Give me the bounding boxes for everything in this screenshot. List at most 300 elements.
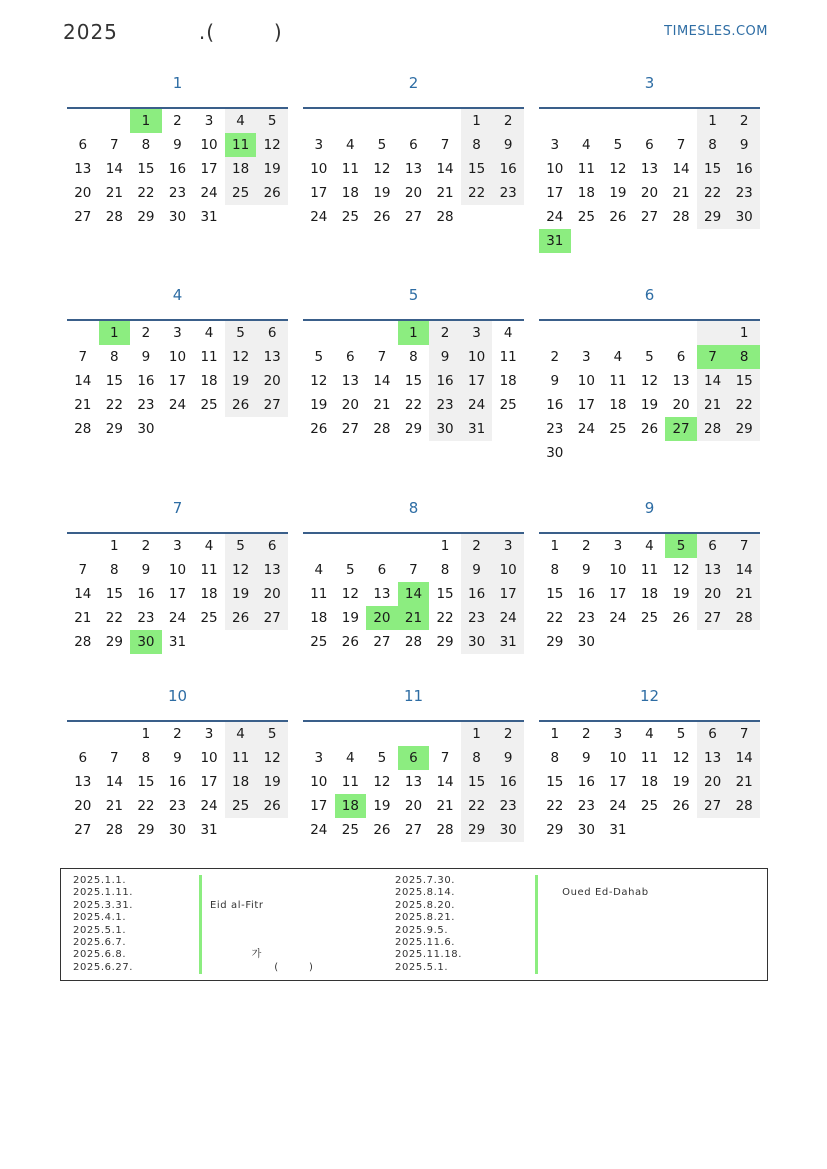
day-cell: 10: [577, 373, 595, 389]
day-cell: 21: [697, 393, 729, 417]
day-cell: 21: [436, 798, 454, 814]
day-cell: 31: [539, 229, 571, 253]
day-cell: 13: [341, 373, 359, 389]
empty-cell: [665, 229, 697, 253]
day-cell: 28: [436, 209, 454, 225]
legend-line: 가: [210, 949, 262, 961]
day-cell: 18: [200, 586, 218, 602]
empty-cell: [634, 441, 666, 465]
day-cell: 1: [398, 321, 430, 345]
day-cell: 9: [492, 746, 524, 770]
day-cell: 17: [609, 586, 627, 602]
day-cell: 10: [546, 161, 564, 177]
legend-names-2: [547, 875, 649, 974]
empty-cell: [697, 630, 729, 654]
day-cell: 13: [697, 558, 729, 582]
day-cell: 30: [577, 822, 595, 838]
day-cell: 26: [256, 794, 288, 818]
day-cell: 7: [110, 137, 119, 153]
day-cell: 25: [341, 822, 359, 838]
day-cell: 2: [173, 113, 182, 129]
day-cell: 25: [499, 397, 517, 413]
day-cell: 19: [672, 586, 690, 602]
empty-cell: [634, 321, 666, 345]
empty-cell: [256, 630, 288, 654]
empty-cell: [571, 441, 603, 465]
day-cell: 12: [256, 746, 288, 770]
empty-cell: [99, 109, 131, 133]
day-cell: 18: [310, 610, 328, 626]
day-cell: 11: [640, 562, 659, 578]
day-cell: 5: [613, 137, 623, 153]
day-cell: 30: [461, 630, 493, 654]
month-grid: [67, 107, 288, 229]
day-cell: 23: [461, 606, 493, 630]
day-cell: 4: [645, 726, 654, 742]
day-cell: 25: [577, 209, 595, 225]
day-cell: 24: [200, 185, 218, 201]
day-cell: 26: [373, 209, 391, 225]
day-cell: 18: [640, 586, 659, 602]
month-12: [539, 686, 760, 842]
day-cell: 26: [256, 181, 288, 205]
day-cell: 19: [256, 157, 288, 181]
day-cell: 12: [341, 586, 359, 602]
day-cell: 26: [225, 393, 257, 417]
day-cell: 15: [105, 373, 123, 389]
empty-cell: [366, 534, 398, 558]
day-cell: 19: [341, 610, 359, 626]
day-cell: 8: [461, 133, 493, 157]
month-1: [67, 73, 288, 229]
day-cell: 8: [409, 349, 418, 365]
empty-cell: [303, 321, 335, 345]
day-cell: 22: [436, 610, 454, 626]
day-cell: 20: [74, 798, 92, 814]
day-cell: 22: [697, 181, 729, 205]
day-cell: 22: [461, 181, 493, 205]
day-cell: 21: [728, 770, 760, 794]
day-cell: 2: [492, 109, 524, 133]
day-cell: 3: [550, 137, 560, 153]
day-cell: 11: [609, 373, 627, 389]
empty-cell: [256, 417, 288, 441]
day-cell: 3: [582, 349, 591, 365]
day-cell: 6: [697, 722, 729, 746]
legend-line: [210, 925, 313, 937]
day-cell: 17: [310, 798, 328, 814]
day-cell: 21: [398, 606, 430, 630]
day-cell: 27: [74, 822, 92, 838]
day-cell: 14: [398, 582, 430, 606]
day-cell: 23: [137, 397, 155, 413]
month-grid: [303, 107, 524, 229]
legend-line: [547, 912, 649, 924]
day-cell: 3: [613, 726, 623, 742]
day-cell: 15: [546, 774, 564, 790]
day-cell: 14: [436, 161, 454, 177]
empty-cell: [256, 205, 288, 229]
day-cell: 21: [373, 397, 391, 413]
day-cell: 13: [74, 774, 92, 790]
empty-cell: [728, 229, 760, 253]
month-grid: [303, 720, 524, 842]
month-name: 11: [403, 687, 424, 705]
empty-cell: [461, 205, 493, 229]
day-cell: 28: [728, 794, 760, 818]
day-cell: 22: [546, 798, 564, 814]
month-name: 3: [644, 74, 655, 92]
day-cell: 27: [404, 209, 423, 225]
day-cell: 20: [256, 369, 288, 393]
day-cell: 11: [225, 133, 257, 157]
day-cell: 31: [200, 822, 218, 838]
day-cell: 2: [728, 109, 760, 133]
empty-cell: [225, 818, 257, 842]
day-cell: 24: [609, 610, 627, 626]
empty-cell: [665, 441, 697, 465]
day-cell: 5: [346, 562, 355, 578]
brand-link[interactable]: TIMESLES.COM: [664, 24, 768, 39]
day-cell: 26: [225, 606, 257, 630]
day-cell: 6: [78, 137, 88, 153]
day-cell: 19: [310, 397, 328, 413]
empty-cell: [602, 229, 634, 253]
day-cell: 19: [256, 770, 288, 794]
legend-dates-2: [395, 875, 462, 974]
empty-cell: [665, 109, 697, 133]
day-cell: 24: [168, 610, 187, 626]
legend-line: [547, 875, 649, 887]
empty-cell: [697, 441, 729, 465]
day-cell: 7: [728, 722, 760, 746]
day-cell: 26: [672, 798, 690, 814]
day-cell: 8: [550, 562, 560, 578]
day-cell: 5: [676, 726, 686, 742]
day-cell: 16: [429, 369, 461, 393]
day-cell: 27: [373, 634, 391, 650]
legend-line: [547, 962, 649, 974]
day-cell: 11: [200, 562, 218, 578]
day-cell: 29: [697, 205, 729, 229]
day-cell: 12: [256, 133, 288, 157]
day-cell: 21: [436, 185, 454, 201]
month-9: [539, 498, 760, 654]
day-cell: 23: [137, 610, 155, 626]
day-cell: 31: [168, 634, 187, 650]
day-cell: 4: [314, 562, 324, 578]
day-cell: 13: [74, 161, 92, 177]
month-name: 7: [172, 499, 183, 517]
day-cell: 26: [609, 209, 627, 225]
legend-line: [547, 925, 649, 937]
day-cell: 19: [225, 582, 257, 606]
day-cell: 31: [200, 209, 218, 225]
day-cell: 29: [137, 822, 155, 838]
day-cell: 11: [341, 161, 359, 177]
month-grid: [67, 720, 288, 842]
day-cell: 21: [105, 798, 123, 814]
day-cell: 19: [225, 369, 257, 393]
day-cell: 23: [546, 421, 564, 437]
day-cell: 11: [499, 349, 517, 365]
day-cell: 5: [665, 534, 697, 558]
month-name: 9: [644, 499, 655, 517]
day-cell: 6: [676, 349, 686, 365]
day-cell: 9: [728, 133, 760, 157]
day-cell: 25: [310, 634, 328, 650]
month-name: 1: [172, 74, 183, 92]
day-cell: 10: [200, 750, 218, 766]
day-cell: 26: [672, 610, 690, 626]
day-cell: 2: [550, 349, 560, 365]
day-cell: 3: [204, 726, 214, 742]
empty-cell: [398, 109, 430, 133]
day-cell: 17: [577, 397, 595, 413]
day-cell: 25: [341, 209, 359, 225]
day-cell: 14: [373, 373, 391, 389]
day-cell: 2: [461, 534, 493, 558]
day-cell: 10: [492, 558, 524, 582]
day-cell: 10: [609, 562, 627, 578]
day-cell: 9: [582, 750, 591, 766]
day-cell: 25: [609, 421, 627, 437]
day-cell: 3: [492, 534, 524, 558]
empty-cell: [335, 534, 367, 558]
day-cell: 25: [640, 610, 659, 626]
day-cell: 18: [225, 157, 257, 181]
empty-cell: [634, 229, 666, 253]
day-cell: 13: [404, 774, 423, 790]
day-cell: 18: [341, 185, 359, 201]
day-cell: 5: [314, 349, 324, 365]
legend-line: 2025.1.11.: [73, 887, 134, 899]
empty-cell: [366, 321, 398, 345]
day-cell: 18: [577, 185, 595, 201]
empty-cell: [602, 109, 634, 133]
day-cell: 25: [225, 181, 257, 205]
day-cell: 10: [310, 774, 328, 790]
legend-line: 2025.8.14.: [395, 887, 456, 899]
empty-cell: [539, 321, 571, 345]
day-cell: 30: [492, 818, 524, 842]
day-cell: 6: [697, 534, 729, 558]
day-cell: 6: [377, 562, 387, 578]
day-cell: 19: [609, 185, 627, 201]
day-cell: 15: [436, 586, 454, 602]
day-cell: 6: [398, 746, 430, 770]
day-cell: 9: [550, 373, 560, 389]
day-cell: 31: [609, 822, 627, 838]
day-cell: 23: [492, 181, 524, 205]
month-grid: [539, 107, 760, 253]
day-cell: 2: [492, 722, 524, 746]
day-cell: 29: [404, 421, 423, 437]
day-cell: 10: [168, 349, 187, 365]
day-cell: 17: [200, 774, 218, 790]
day-cell: 28: [697, 417, 729, 441]
day-cell: 26: [310, 421, 328, 437]
day-cell: 9: [461, 558, 493, 582]
day-cell: 29: [137, 209, 155, 225]
day-cell: 9: [141, 562, 151, 578]
day-cell: 10: [461, 345, 493, 369]
empty-cell: [162, 417, 194, 441]
empty-cell: [728, 441, 760, 465]
day-cell: 7: [440, 750, 450, 766]
day-cell: 27: [697, 606, 729, 630]
day-cell: 16: [137, 373, 155, 389]
day-cell: 27: [256, 606, 288, 630]
day-cell: 9: [141, 349, 151, 365]
day-cell: 22: [137, 798, 155, 814]
empty-cell: [335, 321, 367, 345]
day-cell: 11: [200, 349, 218, 365]
day-cell: 5: [256, 722, 288, 746]
day-cell: 13: [373, 586, 391, 602]
day-cell: 20: [404, 185, 423, 201]
empty-cell: [225, 417, 257, 441]
day-cell: 15: [697, 157, 729, 181]
legend-line: Eid al-Fitr: [210, 899, 264, 911]
day-cell: 23: [168, 798, 187, 814]
empty-cell: [67, 321, 99, 345]
day-cell: 15: [137, 161, 155, 177]
day-cell: 27: [665, 417, 697, 441]
empty-cell: [67, 722, 99, 746]
month-7: [67, 498, 288, 654]
day-cell: 28: [105, 822, 123, 838]
legend-line: 2025.9.5.: [395, 924, 449, 936]
day-cell: 16: [137, 586, 155, 602]
day-cell: 16: [577, 586, 595, 602]
day-cell: 10: [609, 750, 627, 766]
day-cell: 24: [461, 393, 493, 417]
day-cell: 16: [168, 161, 187, 177]
day-cell: 22: [728, 393, 760, 417]
legend-divider-2: [535, 875, 538, 974]
day-cell: 13: [256, 345, 288, 369]
day-cell: 20: [74, 185, 92, 201]
legend-line: 2025.6.7.: [73, 937, 127, 949]
day-cell: 17: [461, 369, 493, 393]
month-name: 5: [408, 286, 419, 304]
day-cell: 1: [99, 321, 131, 345]
day-cell: 3: [314, 137, 324, 153]
day-cell: 15: [546, 586, 564, 602]
day-cell: 23: [577, 610, 595, 626]
day-cell: 4: [204, 325, 214, 341]
day-cell: 29: [546, 634, 564, 650]
day-cell: 5: [377, 137, 387, 153]
legend-line: 2025.6.8.: [73, 949, 127, 961]
day-cell: 8: [728, 345, 760, 369]
day-cell: 7: [409, 562, 418, 578]
day-cell: 5: [645, 349, 654, 365]
empty-cell: [366, 722, 398, 746]
empty-cell: [193, 417, 225, 441]
day-cell: 14: [105, 774, 123, 790]
day-cell: 24: [168, 397, 187, 413]
month-name: 2: [408, 74, 419, 92]
day-cell: 17: [310, 185, 328, 201]
day-cell: 17: [200, 161, 218, 177]
day-cell: 28: [74, 421, 92, 437]
day-cell: 7: [377, 349, 387, 365]
legend-line: Oued Ed-Dahab: [547, 887, 649, 899]
day-cell: 7: [78, 562, 88, 578]
day-cell: 23: [168, 185, 187, 201]
day-cell: 1: [550, 538, 560, 554]
legend-line: ( ): [210, 961, 314, 973]
day-cell: 15: [461, 157, 493, 181]
day-cell: 3: [204, 113, 214, 129]
legend-line: 2025.3.31.: [73, 899, 134, 911]
empty-cell: [256, 818, 288, 842]
month-10: [67, 686, 288, 842]
day-cell: 1: [461, 722, 493, 746]
day-cell: 16: [546, 397, 564, 413]
day-cell: 30: [577, 634, 595, 650]
day-cell: 1: [141, 726, 151, 742]
day-cell: 27: [404, 822, 423, 838]
day-cell: 18: [200, 373, 218, 389]
day-cell: 19: [373, 185, 391, 201]
day-cell: 22: [461, 794, 493, 818]
legend-line: 2025.7.30.: [395, 875, 456, 886]
day-cell: 6: [256, 321, 288, 345]
empty-cell: [571, 109, 603, 133]
day-cell: 30: [137, 421, 155, 437]
day-cell: 8: [110, 562, 119, 578]
day-cell: 15: [461, 770, 493, 794]
day-cell: 12: [672, 562, 690, 578]
day-cell: 8: [697, 133, 729, 157]
day-cell: 17: [168, 586, 187, 602]
day-cell: 1: [461, 109, 493, 133]
day-cell: 14: [105, 161, 123, 177]
day-cell: 16: [728, 157, 760, 181]
day-cell: 27: [256, 393, 288, 417]
day-cell: 12: [609, 161, 627, 177]
day-cell: 30: [728, 205, 760, 229]
month-grid: [67, 319, 288, 441]
month-grid: [539, 319, 760, 465]
day-cell: 8: [141, 137, 151, 153]
day-cell: 6: [645, 137, 654, 153]
legend-line: [547, 900, 649, 912]
day-cell: 29: [728, 417, 760, 441]
month-5: [303, 285, 524, 441]
day-cell: 13: [697, 746, 729, 770]
day-cell: 7: [676, 137, 686, 153]
day-cell: 30: [546, 445, 564, 461]
day-cell: 24: [310, 822, 328, 838]
day-cell: 29: [436, 634, 454, 650]
day-cell: 23: [429, 393, 461, 417]
day-cell: 28: [373, 421, 391, 437]
day-cell: 31: [461, 417, 493, 441]
day-cell: 12: [373, 161, 391, 177]
month-grid: [67, 532, 288, 654]
month-name: 8: [408, 499, 419, 517]
day-cell: 26: [341, 634, 359, 650]
empty-cell: [728, 630, 760, 654]
day-cell: 8: [550, 750, 560, 766]
day-cell: 29: [105, 634, 123, 650]
day-cell: 11: [577, 161, 595, 177]
day-cell: 22: [546, 610, 564, 626]
